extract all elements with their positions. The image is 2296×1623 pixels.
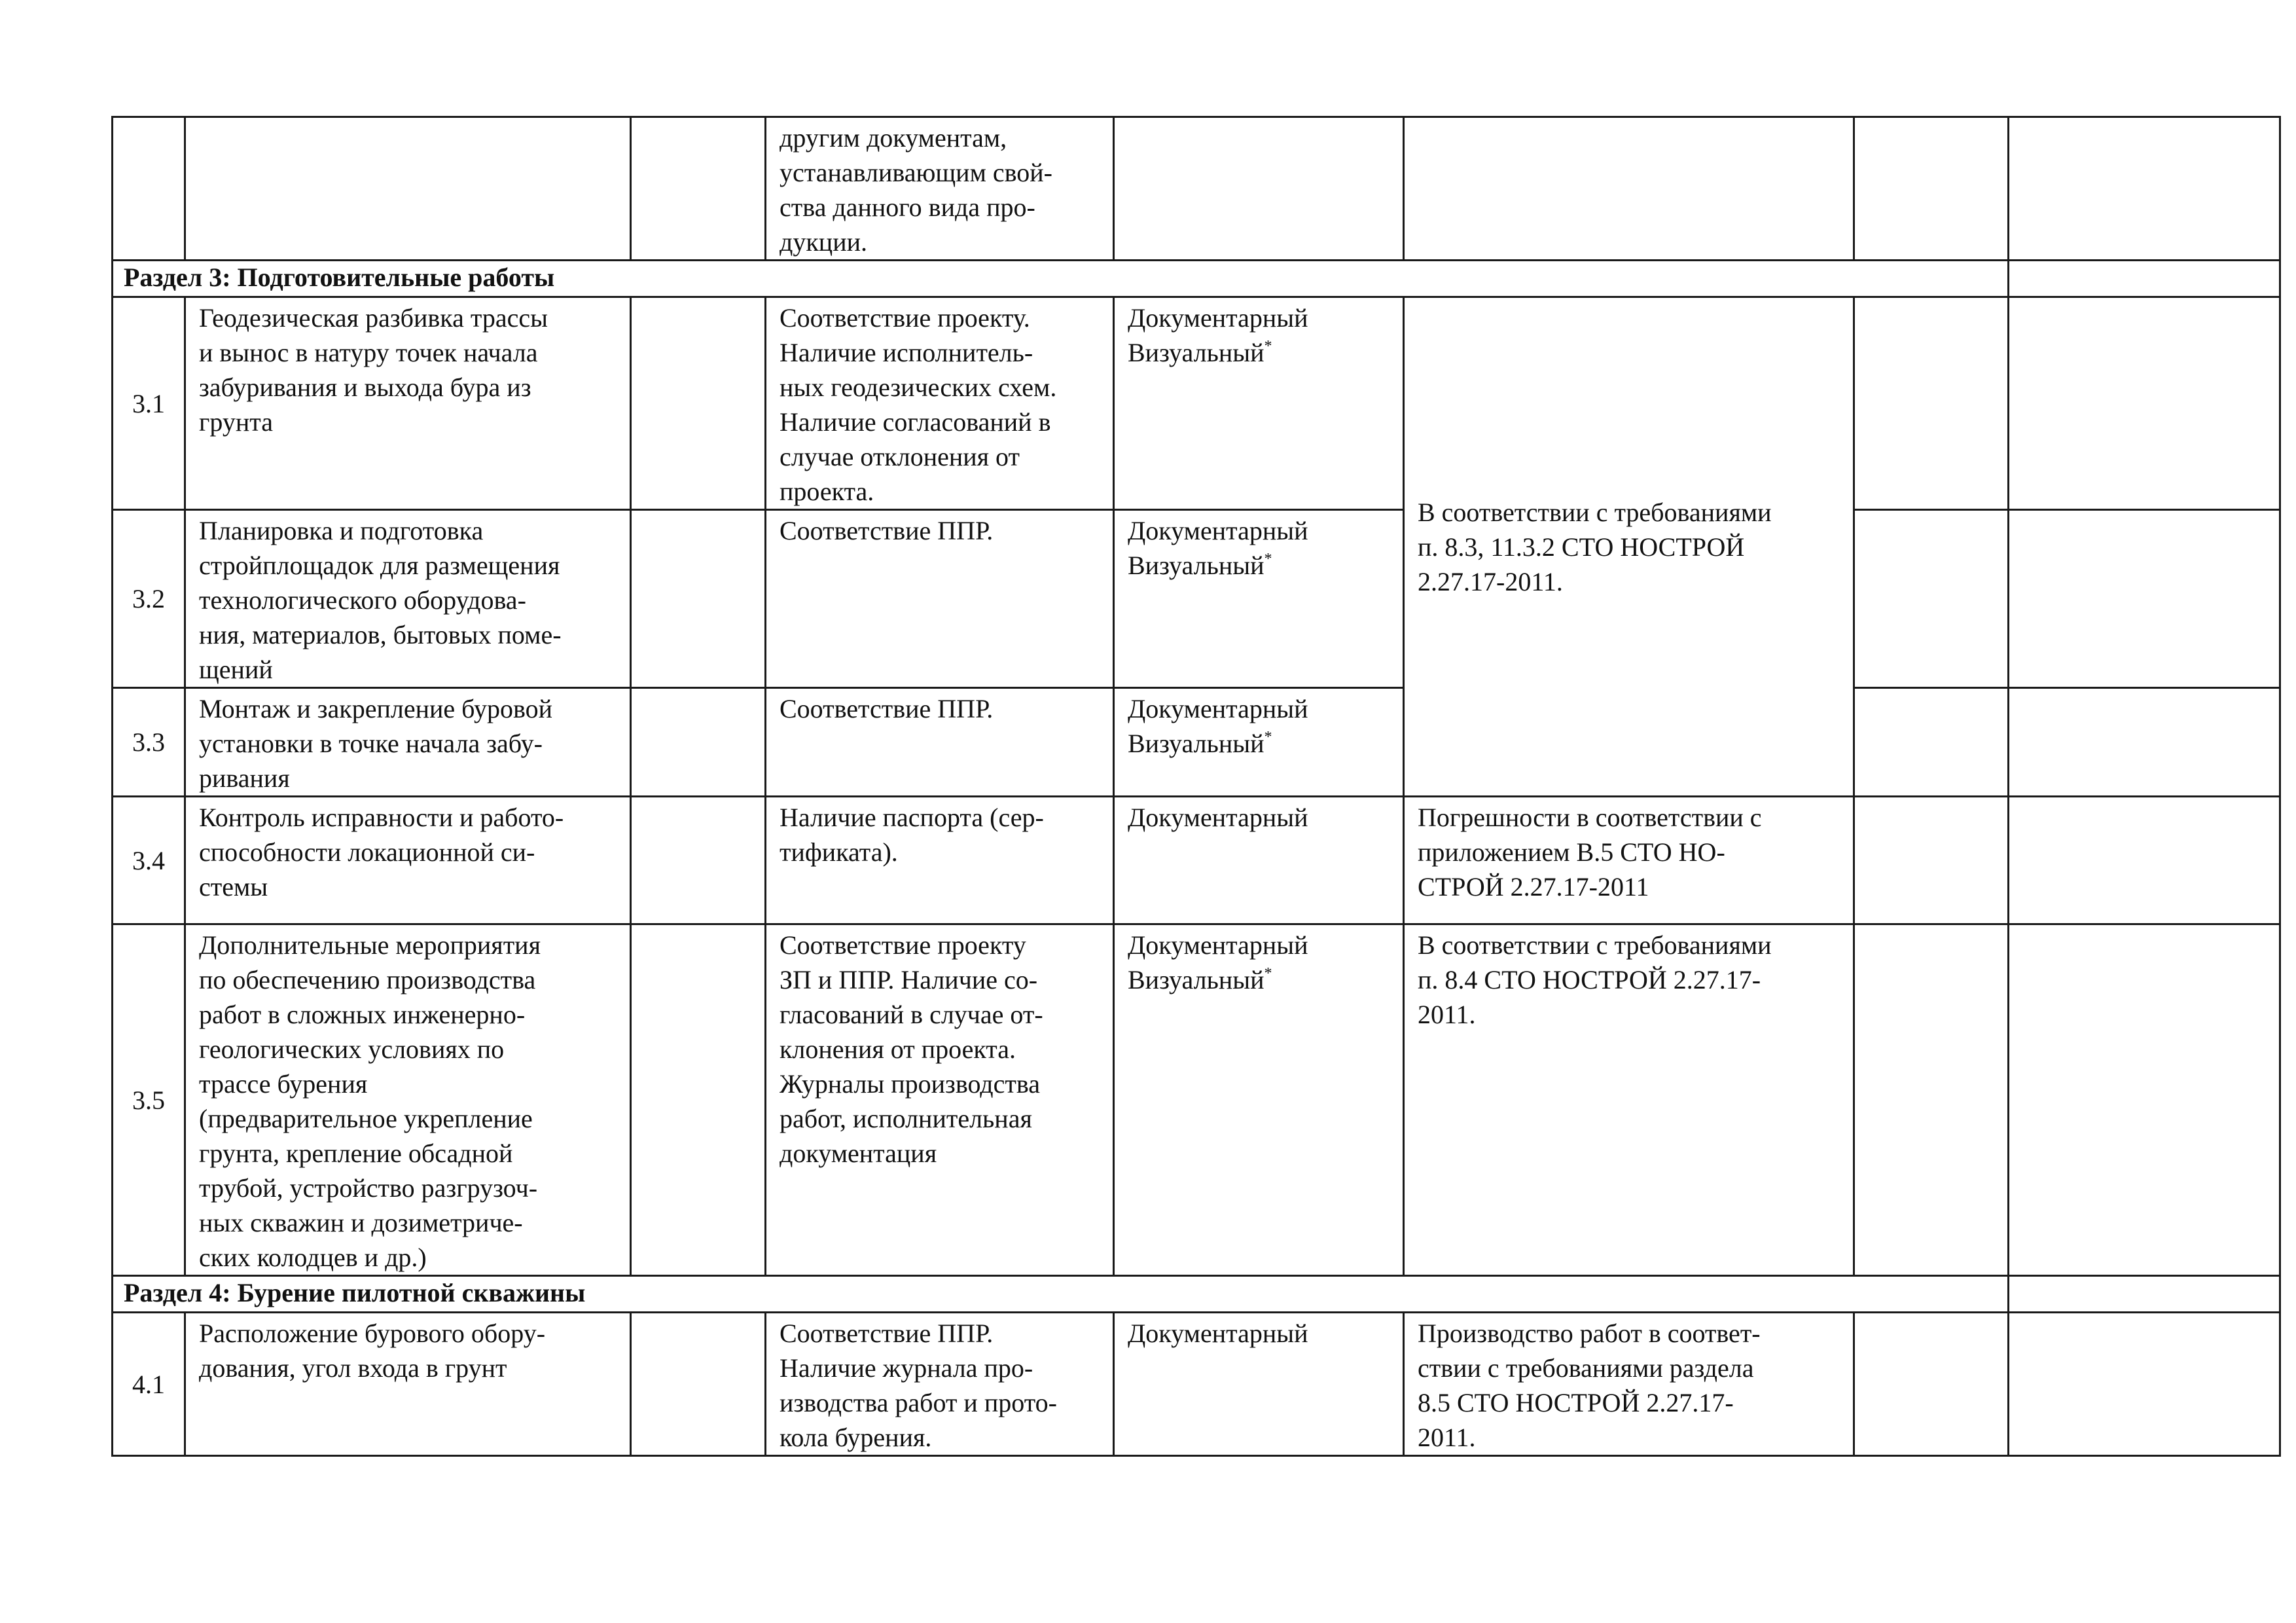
- text-line: В соответствии с требованиями: [1418, 930, 1772, 960]
- method-label: Документарный: [1128, 694, 1308, 723]
- cell-requirements: [766, 688, 1114, 797]
- text-line: забуривания и выхода бура из: [199, 373, 531, 402]
- cell-method: [1114, 688, 1404, 797]
- text-line: п. 8.4 СТО НОСТРОЙ 2.27.17-: [1418, 965, 1761, 994]
- cell-empty: [2009, 1313, 2280, 1456]
- text-line: клонения от проекта.: [780, 1034, 1016, 1064]
- table-row: [113, 688, 2280, 797]
- text-line: грунта, крепление обсадной: [199, 1139, 513, 1168]
- section-title: Раздел 4: Бурение пилотной скважины: [113, 1276, 2009, 1313]
- text-line: ЗП и ППР. Наличие со-: [780, 965, 1038, 994]
- text-line: В соответствии с требованиями: [1418, 497, 1772, 527]
- cell-empty: [2009, 510, 2280, 688]
- cell-method: [1114, 297, 1404, 510]
- method-label: Документарный: [1128, 303, 1308, 333]
- text-line: дования, угол входа в грунт: [199, 1353, 507, 1383]
- text-line: ства данного вида про-: [780, 192, 1035, 222]
- text-line: Дополнительные мероприятия: [199, 930, 541, 960]
- method-label: [1128, 962, 1390, 997]
- cell-requirements: [766, 510, 1114, 688]
- footnote-mark: *: [1264, 551, 1272, 568]
- document-page: [111, 116, 2279, 1457]
- text-line: кола бурения.: [780, 1423, 932, 1452]
- cell-norm-merged: [1404, 297, 1854, 797]
- cell-method: [1114, 1313, 1404, 1456]
- cell-requirements: [766, 297, 1114, 510]
- text-line: установки в точке начала забу-: [199, 729, 543, 758]
- cell-empty: [2009, 261, 2280, 297]
- control-table: [111, 116, 2281, 1457]
- cell-requirements: [766, 1313, 1114, 1456]
- text-line: приложением В.5 СТО НО-: [1418, 837, 1725, 867]
- cell-work: [185, 297, 631, 510]
- text-line: Соответствие ППР.: [780, 1319, 994, 1348]
- cell-empty: [2009, 688, 2280, 797]
- text-line: ния, материалов, бытовых поме-: [199, 620, 562, 649]
- method-label: Документарный: [1128, 803, 1308, 832]
- text-line: ривания: [199, 763, 290, 793]
- method-label-text: Визуальный: [1128, 965, 1265, 994]
- method-label: Документарный: [1128, 930, 1308, 960]
- text-line: Наличие паспорта (сер-: [780, 803, 1044, 832]
- cell-norm: [1404, 797, 1854, 924]
- text-line: Наличие исполнитель-: [780, 338, 1033, 367]
- cell-method: [1114, 117, 1404, 261]
- row-number: 3.5: [113, 924, 185, 1276]
- text-line: Соответствие проекту.: [780, 303, 1030, 333]
- row-number: 3.1: [113, 297, 185, 510]
- cell-empty: [1854, 797, 2009, 924]
- table-row: [113, 117, 2280, 261]
- text-line: щений: [199, 655, 273, 684]
- cell-empty: [2009, 924, 2280, 1276]
- text-line: 2.27.17-2011.: [1418, 566, 1563, 596]
- text-line: (предварительное укрепление: [199, 1104, 533, 1133]
- cell-empty: [1854, 688, 2009, 797]
- cell-empty: [2009, 797, 2280, 924]
- method-label: [1128, 548, 1390, 583]
- method-label: Документарный: [1128, 516, 1308, 545]
- text-line: работ, исполнительная: [780, 1104, 1032, 1133]
- text-line: Журналы производства: [780, 1069, 1041, 1099]
- text-line: способности локационной си-: [199, 837, 535, 867]
- table-row: [113, 924, 2280, 1276]
- text-line: ских колодцев и др.): [199, 1243, 427, 1272]
- row-number: 3.3: [113, 688, 185, 797]
- cell-empty: [631, 297, 766, 510]
- table-row: [113, 1313, 2280, 1456]
- cell-norm: [1404, 1313, 1854, 1456]
- text-line: ствии с требованиями раздела: [1418, 1353, 1754, 1383]
- text-line: Расположение бурового обору-: [199, 1319, 546, 1348]
- cell-norm: [1404, 924, 1854, 1276]
- row-number: 3.4: [113, 797, 185, 924]
- cell-work: [185, 797, 631, 924]
- text-line: дукции.: [780, 227, 868, 257]
- cell-empty: [2009, 297, 2280, 510]
- cell-empty: [631, 797, 766, 924]
- method-label-text: Визуальный: [1128, 551, 1265, 580]
- text-line: другим документам,: [780, 123, 1007, 153]
- cell-num: [113, 117, 185, 261]
- row-number: 3.2: [113, 510, 185, 688]
- cell-work: [185, 117, 631, 261]
- text-line: Погрешности в соответствии с: [1418, 803, 1762, 832]
- text-line: Производство работ в соответ-: [1418, 1319, 1761, 1348]
- section-header-row: [113, 1276, 2280, 1313]
- text-line: ных геодезических схем.: [780, 373, 1057, 402]
- text-line: работ в сложных инженерно-: [199, 1000, 526, 1029]
- cell-empty: [1854, 1313, 2009, 1456]
- text-line: Геодезическая разбивка трассы: [199, 303, 548, 333]
- text-line: СТРОЙ 2.27.17-2011: [1418, 872, 1649, 902]
- text-line: Контроль исправности и работо-: [199, 803, 564, 832]
- section-title: Раздел 3: Подготовительные работы: [113, 261, 2009, 297]
- cell-work: [185, 688, 631, 797]
- cell-requirements: [766, 797, 1114, 924]
- text-line: проекта.: [780, 477, 874, 506]
- text-line: устанавливающим свой-: [780, 158, 1052, 187]
- cell-empty: [631, 510, 766, 688]
- cell-requirements: [766, 924, 1114, 1276]
- cell-empty: [1854, 924, 2009, 1276]
- table-row: [113, 510, 2280, 688]
- method-label-text: Визуальный: [1128, 729, 1265, 758]
- text-line: по обеспечению производства: [199, 965, 536, 994]
- text-line: Соответствие проекту: [780, 930, 1026, 960]
- text-line: гласований в случае от-: [780, 1000, 1043, 1029]
- text-line: трассе бурения: [199, 1069, 368, 1099]
- cell-work: [185, 1313, 631, 1456]
- text-line: стройплощадок для размещения: [199, 551, 560, 580]
- cell-empty: [1854, 297, 2009, 510]
- text-line: п. 8.3, 11.3.2 СТО НОСТРОЙ: [1418, 532, 1745, 562]
- cell-empty: [2009, 117, 2280, 261]
- text-line: Наличие журнала про-: [780, 1353, 1033, 1383]
- footnote-mark: *: [1264, 729, 1272, 746]
- table-row: [113, 797, 2280, 924]
- method-label: Документарный: [1128, 1319, 1308, 1348]
- text-line: случае отклонения от: [780, 442, 1020, 471]
- cell-empty: [631, 1313, 766, 1456]
- cell-empty: [1854, 117, 2009, 261]
- section-header-row: [113, 261, 2280, 297]
- text-line: Планировка и подготовка: [199, 516, 484, 545]
- text-line: и вынос в натуру точек начала: [199, 338, 538, 367]
- cell-work: [185, 924, 631, 1276]
- method-label-text: Визуальный: [1128, 338, 1265, 367]
- text-line: Соответствие ППР.: [780, 694, 994, 723]
- text-line: грунта: [199, 407, 274, 437]
- cell-empty: [1854, 510, 2009, 688]
- text-line: 8.5 СТО НОСТРОЙ 2.27.17-: [1418, 1388, 1734, 1417]
- method-label: [1128, 726, 1390, 761]
- text-line: 2011.: [1418, 1000, 1476, 1029]
- text-line: документация: [780, 1139, 937, 1168]
- cell-empty: [631, 924, 766, 1276]
- text-line: тификата).: [780, 837, 898, 867]
- text-line: Монтаж и закрепление буровой: [199, 694, 553, 723]
- table-row: [113, 297, 2280, 510]
- method-label: [1128, 335, 1390, 370]
- text-line: стемы: [199, 872, 268, 902]
- footnote-mark: *: [1264, 965, 1272, 982]
- text-line: геологических условиях по: [199, 1034, 505, 1064]
- cell-work: [185, 510, 631, 688]
- cell-method: [1114, 924, 1404, 1276]
- text-line: ных скважин и дозиметриче-: [199, 1208, 523, 1237]
- text-line: Наличие согласований в: [780, 407, 1051, 437]
- cell-method: [1114, 797, 1404, 924]
- cell-norm: [1404, 117, 1854, 261]
- cell-method: [1114, 510, 1404, 688]
- text-line: Соответствие ППР.: [780, 516, 994, 545]
- cell-requirements: [766, 117, 1114, 261]
- cell-empty: [631, 688, 766, 797]
- cell-empty: [631, 117, 766, 261]
- text-line: технологического оборудова-: [199, 585, 526, 615]
- text-line: изводства работ и прото-: [780, 1388, 1057, 1417]
- text-line: 2011.: [1418, 1423, 1476, 1452]
- text-line: трубой, устройство разгрузоч-: [199, 1173, 538, 1203]
- row-number: 4.1: [113, 1313, 185, 1456]
- footnote-mark: *: [1264, 338, 1272, 355]
- cell-empty: [2009, 1276, 2280, 1313]
